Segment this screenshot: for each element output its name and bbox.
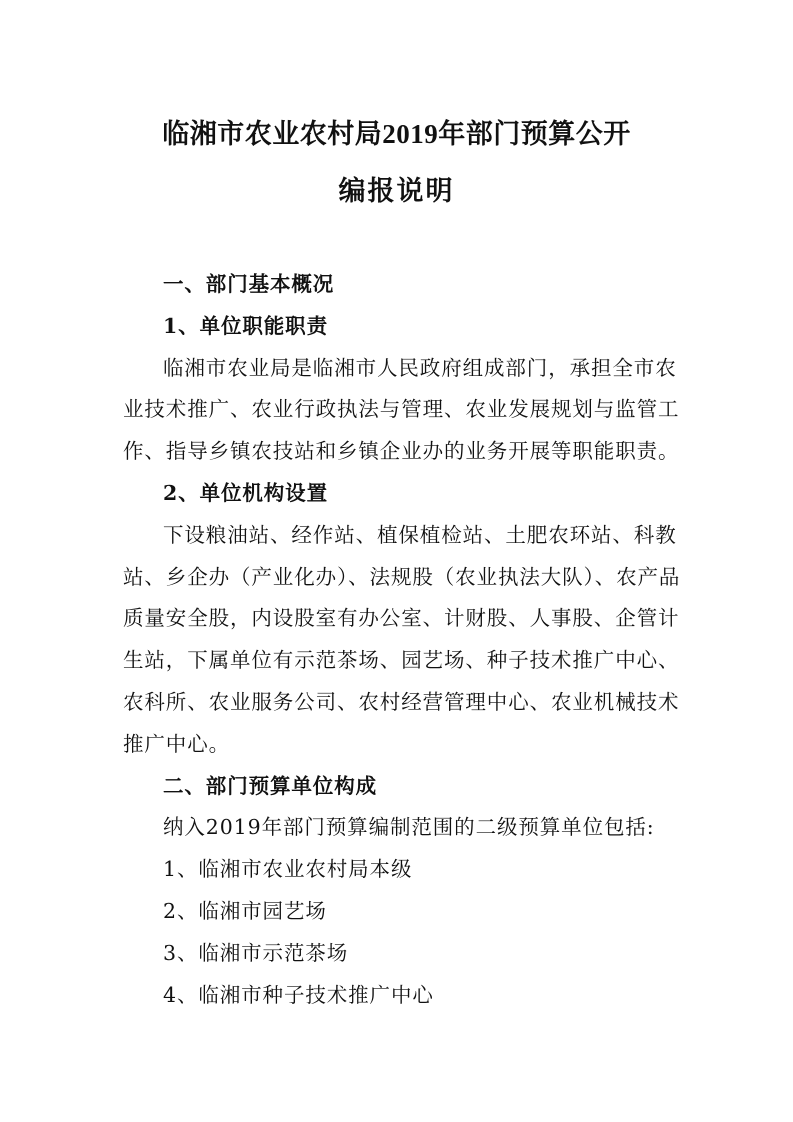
paragraph-line: 质量安全股，内设股室有办公室、计财股、人事股、企管计 [123, 606, 680, 631]
paragraph-line: 作、指导乡镇农技站和乡镇企业办的业务开展等职能职责。 [123, 439, 680, 464]
list-item: 3、临湘市示范茶场 [163, 940, 349, 965]
subsection-heading-functions: 1、单位职能职责 [163, 313, 328, 338]
list-item: 1、临湘市农业农村局本级 [163, 857, 413, 882]
paragraph-line: 业技术推广、农业行政执法与管理、农业发展规划与监管工 [123, 397, 680, 422]
paragraph-line: 推广中心。 [123, 731, 230, 756]
subsection-heading-organization: 2、单位机构设置 [163, 480, 328, 505]
paragraph-line: 农科所、农业服务公司、农村经营管理中心、农业机械技术 [123, 689, 680, 714]
paragraph-line: 临湘市农业局是临湘市人民政府组成部门，承担全市农 [163, 355, 677, 380]
paragraph-line: 生站，下属单位有示范茶场、园艺场、种子技术推广中心、 [123, 648, 680, 673]
list-item: 2、临湘市园艺场 [163, 898, 327, 923]
list-item: 4、临湘市种子技术推广中心 [163, 982, 434, 1007]
paragraph-line: 站、乡企办（产业化办）、法规股（农业执法大队）、农产品 [123, 564, 681, 589]
document-title-line-1: 临湘市农业农村局2019年部门预算公开 [162, 119, 631, 149]
section-heading-basic-overview: 一、部门基本概况 [163, 272, 335, 296]
paragraph-line: 下设粮油站、经作站、植保植检站、土肥农环站、科教 [163, 522, 677, 547]
section-heading-budget-units: 二、部门预算单位构成 [163, 773, 377, 798]
budget-units-intro: 纳入2019年部门预算编制范围的二级预算单位包括: [163, 815, 655, 840]
document-title-line-2: 编报说明 [338, 176, 455, 206]
document-body [123, 264, 681, 1016]
